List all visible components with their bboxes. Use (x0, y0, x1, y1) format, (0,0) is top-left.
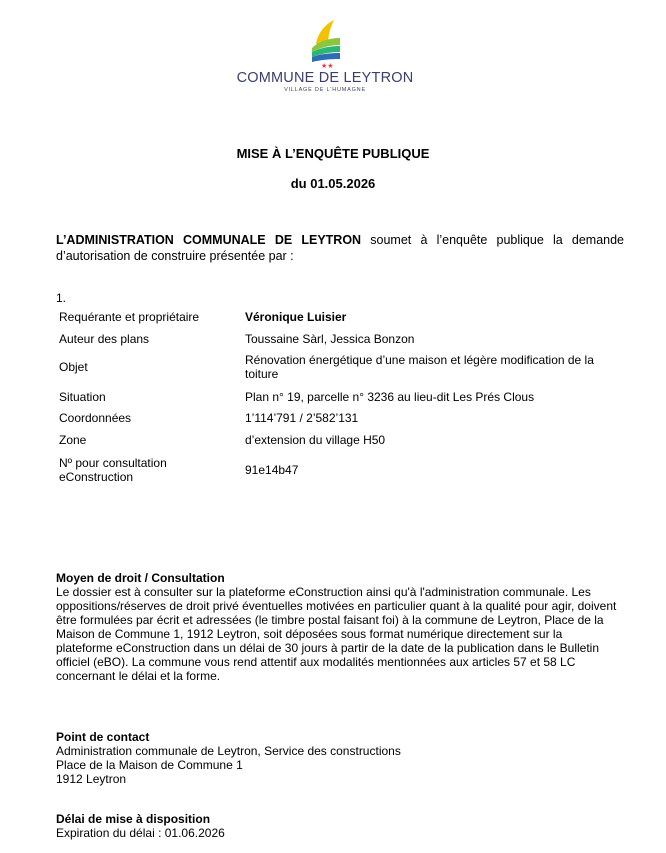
commune-tagline: VILLAGE DE L'HUMAGNE (284, 87, 366, 93)
detail-label: Situation (59, 390, 106, 404)
legal-heading: Moyen de droit / Consultation (56, 571, 225, 585)
deadline-text: Expiration du délai : 01.06.2026 (56, 826, 225, 840)
detail-label: Objet (59, 360, 88, 374)
commune-logo (230, 18, 420, 93)
detail-value: d’extension du village H50 (245, 433, 386, 447)
legal-section (56, 571, 621, 683)
notice-date: du 01.05.2026 (290, 176, 376, 191)
item-number: 1. (56, 291, 67, 305)
detail-value: Véronique Luisier (245, 310, 347, 324)
detail-label: Zone (59, 433, 87, 447)
commune-emblem-icon (308, 18, 344, 68)
contact-line: 1912 Leytron (56, 772, 127, 786)
contact-line: Administration communale de Leytron, Service des constructions (56, 744, 401, 758)
intro-text: soumet à l’enquête publique la demande d’autorisation de construire présentée par : (56, 233, 625, 263)
contact-heading: Point de contact (56, 730, 150, 744)
detail-value: 1’114’791 / 2’582’131 (245, 411, 359, 425)
detail-label: Coordonnées (59, 411, 132, 425)
legal-text: Le dossier est à consulter sur la plateforme eConstruction ainsi qu'à l'administration communale. Les oppositions/réserves de droit privé éventuelles motivées en particulier quant à la qualité pour agir, doivent être formulées par écrit et adressées (le timbre postal faisant foi) à la commune de Leytron, Place de la Maison de Commune 1, 1912 Leytron, soit déposées sous format numérique directement sur la plateforme eConstruction dans un délai de 30 jours à partir de la date de la publication dans le Bulletin officiel (eBO). La commune vous rend attentif aux modalités mentionnées aux articles 57 et 58 LC concernant le délai et la forme. (56, 585, 617, 683)
detail-value: Rénovation énergétique d’une maison et légère modification de la toiture (245, 353, 594, 381)
notice-title: MISE À L’ENQUÊTE PUBLIQUE (236, 146, 430, 161)
detail-label: Requérante et propriétaire (59, 310, 200, 324)
deadline-heading: Délai de mise à disposition (56, 812, 211, 826)
detail-label: Nº pour consultation eConstruction (59, 456, 167, 484)
intro-paragraph (56, 232, 624, 264)
detail-label: Auteur des plans (59, 332, 150, 346)
contact-section (56, 730, 401, 786)
svg-text:★★: ★★ (321, 62, 334, 68)
authority-name: L’ADMINISTRATION COMMUNALE DE LEYTRON (56, 233, 362, 247)
detail-value: Toussaine Sàrl, Jessica Bonzon (245, 332, 415, 346)
deadline-section (56, 812, 225, 840)
contact-line: Place de la Maison de Commune 1 (56, 758, 243, 772)
detail-value: 91e14b47 (245, 463, 299, 477)
detail-value: Plan n° 19, parcelle n° 3236 au lieu-dit Les Prés Clous (245, 390, 535, 404)
commune-name: COMMUNE DE LEYTRON (236, 70, 414, 86)
